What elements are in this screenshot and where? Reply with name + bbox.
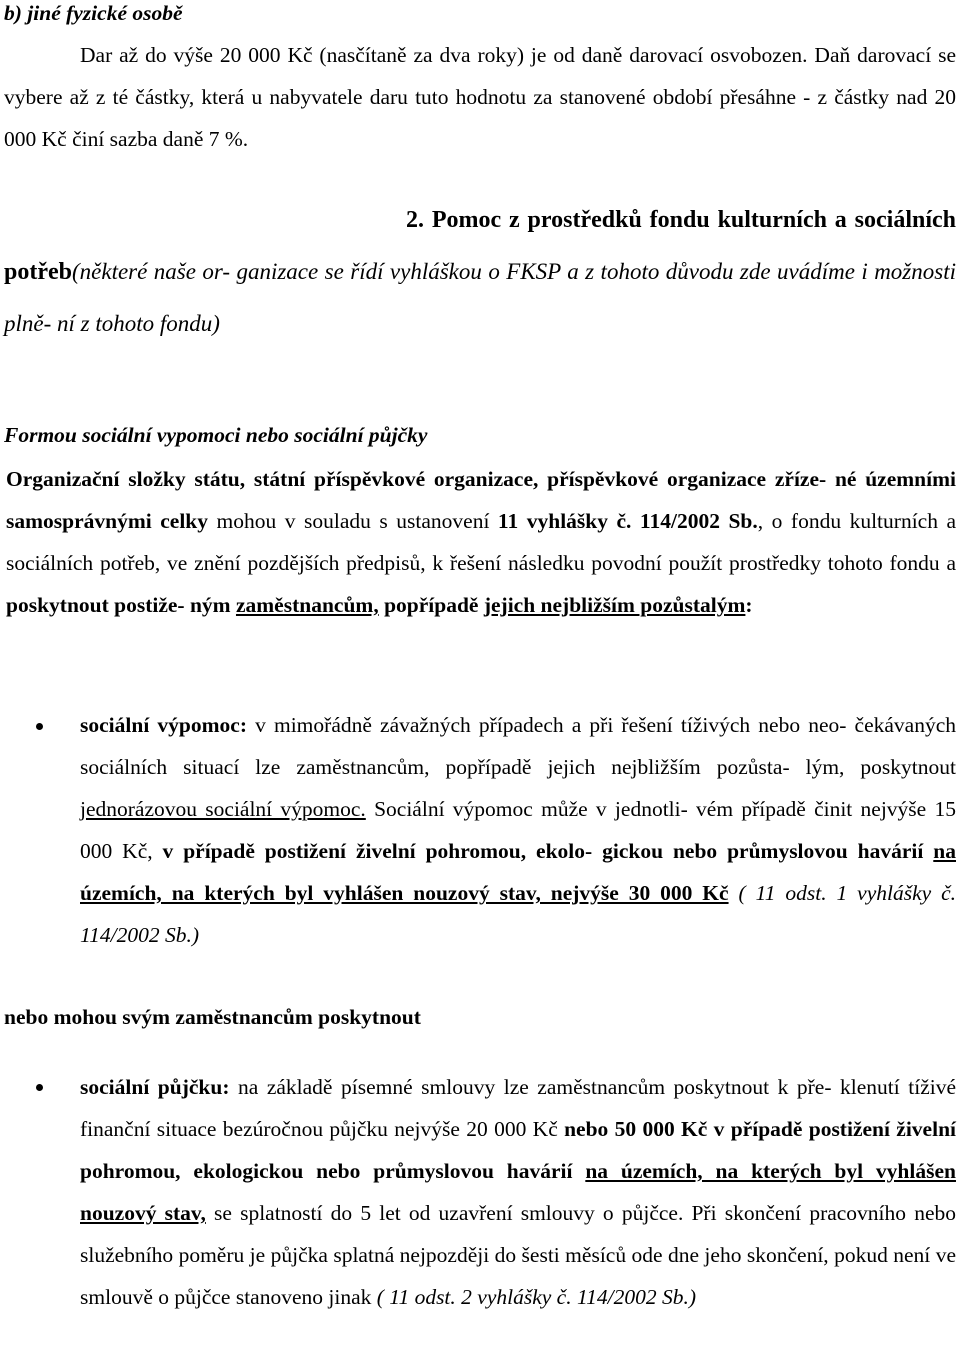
bullet-2-text-1: na základě písemné smlouvy lze zaměstnancům poskytnout k pře- klenutí tíživé finanční situace bezúročnou půjčku nejvýše 20 000 Kč (80, 1075, 956, 1141)
intro-bold-3: popřípadě (378, 593, 484, 617)
bullet-2-reference: ( 11 odst. 2 vyhlášky č. 114/2002 Sb.) (376, 1285, 696, 1309)
bullet-1-text-1: v mimořádně závažných případech a při řešení tíživých nebo neo- čekávaných sociálních situací lze zaměstnancům, popřípadě jejich nejbližším pozůsta- lým, poskytnout (80, 713, 956, 779)
intro-paragraph (6, 458, 956, 626)
intro-bold-1: Organizační složky státu, státní příspěvkové organizace, příspěvkové organizace zříze- né územními samosprávnými celky (6, 467, 956, 533)
intro-underlined-1: zaměstnancům, (235, 593, 379, 617)
intro-colon: : (745, 593, 753, 617)
bullet-2-bold: nebo 50 000 Kč v případě postižení živelní pohromou, ekologickou nebo průmyslovou havárií (80, 1117, 957, 1183)
bullet-1-underlined: jednorázovou sociální výpomoc. (80, 797, 366, 821)
connector-line: nebo mohou svým zaměstnancům poskytnout (4, 1005, 421, 1029)
section-2-title-bold: Pomoc z prostředků fondu kulturních a sociálních potřeb (4, 207, 957, 285)
section-2-title (4, 194, 956, 350)
bullet-2-label: sociální půjčku: (80, 1075, 230, 1099)
intro-underlined-2: jejich nejbližším pozůstalým (483, 593, 746, 617)
intro-text-2: , o fondu kulturních a sociálních potřeb, ve znění pozdějších předpisů, k řešení následku povodní použít prostředky tohoto fondu a (6, 509, 957, 575)
section-2-title-italic: (některé naše or- ganizace se řídí vyhláškou o FKSP a z tohoto důvodu zde uvádíme i možnosti plně- ní z tohoto fondu) (4, 259, 956, 336)
bullet-1-bold: v případě postižení živelní pohromou, ekolo- gickou nebo průmyslovou havárií (162, 839, 934, 863)
bullet-1-label: sociální výpomoc: (80, 713, 247, 737)
intro-bold-2: poskytnout postiže- ným (6, 593, 236, 617)
section-2-number: 2. (406, 207, 424, 233)
bullet-1-text (80, 704, 956, 956)
bullet-1-bold-underlined: na územích, na kterých byl vyhlášen nouzový stav, nejvýše 30 000 Kč (80, 839, 956, 905)
bullet-2-text (80, 1066, 956, 1318)
section-b-text: Dar až do výše 20 000 Kč (nasčítaně za dva roky) je od daně darovací osvobozen. Daň darovací se vybere až z té částky, která u nabyvatele daru tuto hodnotu za stanovené období přesáhne - z částky nad 20 000 Kč činí sazba daně 7 %. (4, 43, 956, 151)
bullet-1-text-2: Sociální výpomoc může v jednotli- vém případě činit nejvýše 15 000 Kč, (80, 797, 956, 863)
subheading: Formou sociální vypomoci nebo sociální půjčky (4, 423, 428, 447)
bullet-1-reference: ( 11 odst. 1 vyhlášky č. 114/2002 Sb.) (80, 881, 956, 947)
bullet-2-text-2: se splatností do 5 let od uzavření smlouvy o půjčce. Při skončení pracovního nebo služebního poměru je půjčka splatná nejpozději do šesti měsíců ode dne jeho skončení, pokud není ve smlouvě o půjčce stanoveno jinak (80, 1201, 956, 1309)
bullet-2-bold-underlined: na územích, na kterých byl vyhlášen nouzový stav, (80, 1159, 956, 1225)
bullet-2-dot (36, 1084, 43, 1091)
section-b-heading: b) jiné fyzické osobě (4, 1, 183, 25)
intro-reference: 11 vyhlášky č. 114/2002 Sb. (489, 509, 758, 533)
intro-text-1: mohou v souladu s ustanovení (208, 509, 490, 533)
section-b-paragraph (4, 34, 956, 160)
bullet-1-dot (36, 723, 43, 730)
